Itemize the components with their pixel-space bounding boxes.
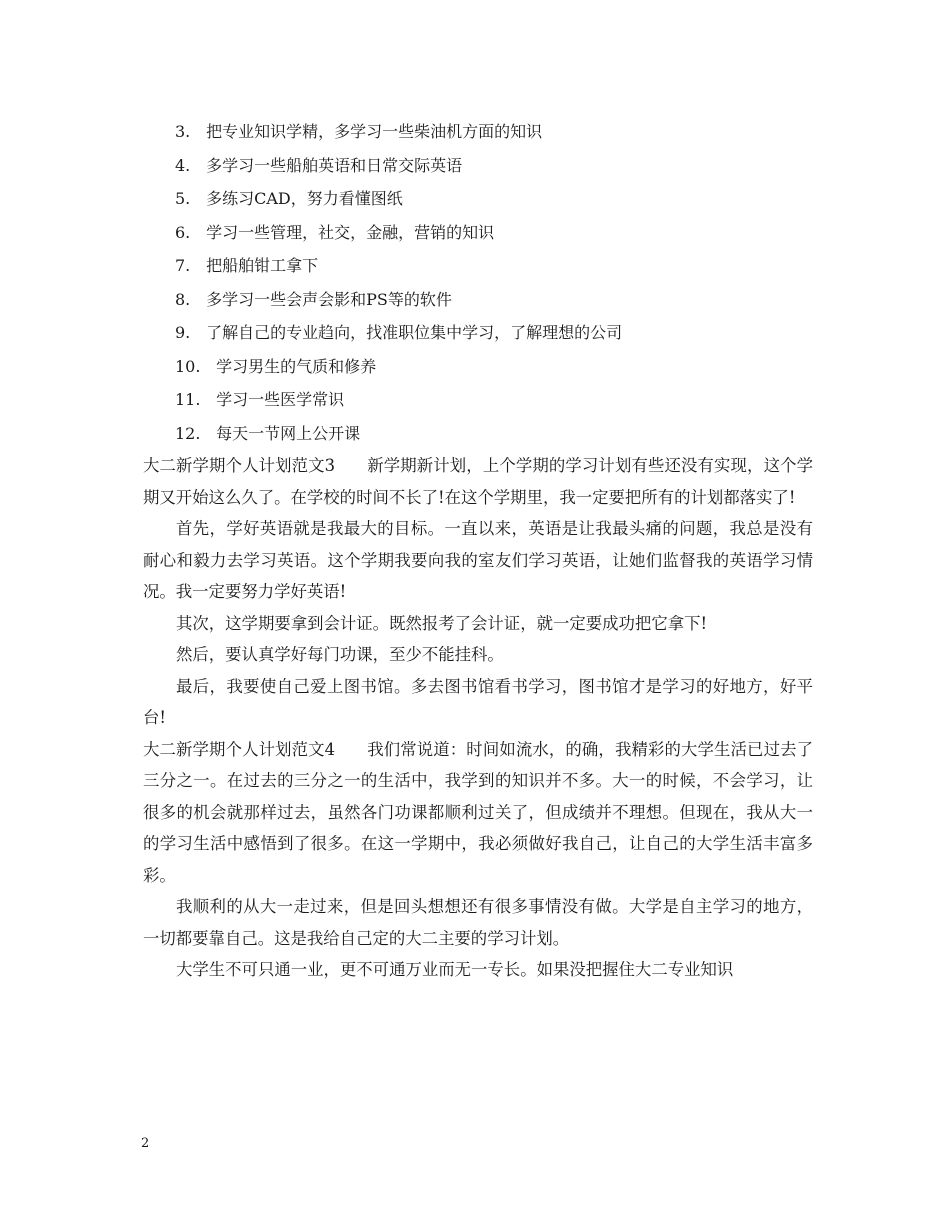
list-item: 12. 每天一节网上公开课 xyxy=(175,423,361,443)
plan-list xyxy=(143,115,813,450)
list-item: 11. 学习一些医学常识 xyxy=(175,390,345,409)
list-item: 3. 把专业知识学精，多学习一些柴油机方面的知识 xyxy=(175,122,543,141)
section-3 xyxy=(143,450,813,734)
list-item: 4. 多学习一些船舶英语和日常交际英语 xyxy=(175,155,463,175)
section-4-intro: 大二新学期个人计划范文4 我们常说道：时间如流水，的确，我精彩的大学生活已过去了三分之一。在过去的三分之一的生活中，我学到的知识并不多。大一的时候，不会学习，让很多的机会就那样过去，虽然各门功课都顺利过关了，但成绩并不理想。但现在，我从大一的学习生活中感悟到了很多。在这一学期中，我必须做好我自己，让自己的大学生活丰富多彩。 xyxy=(143,739,813,885)
list-item: 6. 学习一些管理，社交，金融，营销的知识 xyxy=(175,222,495,242)
paragraph: 大学生不可只通一业，更不可通万业而无一专长。如果没把握住大二专业知识 xyxy=(176,960,734,979)
paragraph: 然后，要认真学好每门功课，至少不能挂科。 xyxy=(176,645,504,664)
list-item: 9. 了解自己的专业趋向，找准职位集中学习，了解理想的公司 xyxy=(175,323,623,342)
paragraph: 首先，学好英语就是我最大的目标。一直以来，英语是让我最头痛的问题，我总是没有耐心和毅力去学习英语。这个学期我要向我的室友们学习英语，让她们监督我的英语学习情况。我一定要努力学好英语! xyxy=(143,519,813,601)
section-3-intro: 大二新学期个人计划范文3 新学期新计划，上个学期的学习计划有些还没有实现，这个学期又开始这么久了。在学校的时间不长了!在这个学期里，我一定要把所有的计划都落实了! xyxy=(143,456,813,507)
paragraph: 最后，我要使自己爱上图书馆。多去图书馆看书学习，图书馆才是学习的好地方，好平台! xyxy=(143,676,813,727)
list-item: 5. 多练习CAD，努力看懂图纸 xyxy=(175,189,403,208)
list-item: 8. 多学习一些会声会影和PS等的软件 xyxy=(175,289,452,309)
section-4-heading: 大二新学期个人计划范文4 xyxy=(143,739,336,759)
list-item: 7. 把船舶钳工拿下 xyxy=(175,256,319,275)
list-item: 10. 学习男生的气质和修养 xyxy=(175,356,377,376)
section-4 xyxy=(143,734,813,986)
page-content xyxy=(143,115,813,986)
page-number: 2 xyxy=(141,1136,150,1151)
section-3-heading: 大二新学期个人计划范文3 xyxy=(143,456,336,475)
paragraph: 我顺利的从大一走过来，但是回头想想还有很多事情没有做。大学是自主学习的地方，一切都要靠自己。这是我给自己定的大二主要的学习计划。 xyxy=(143,897,813,948)
paragraph: 其次，这学期要拿到会计证。既然报考了会计证，就一定要成功把它拿下! xyxy=(176,613,708,633)
